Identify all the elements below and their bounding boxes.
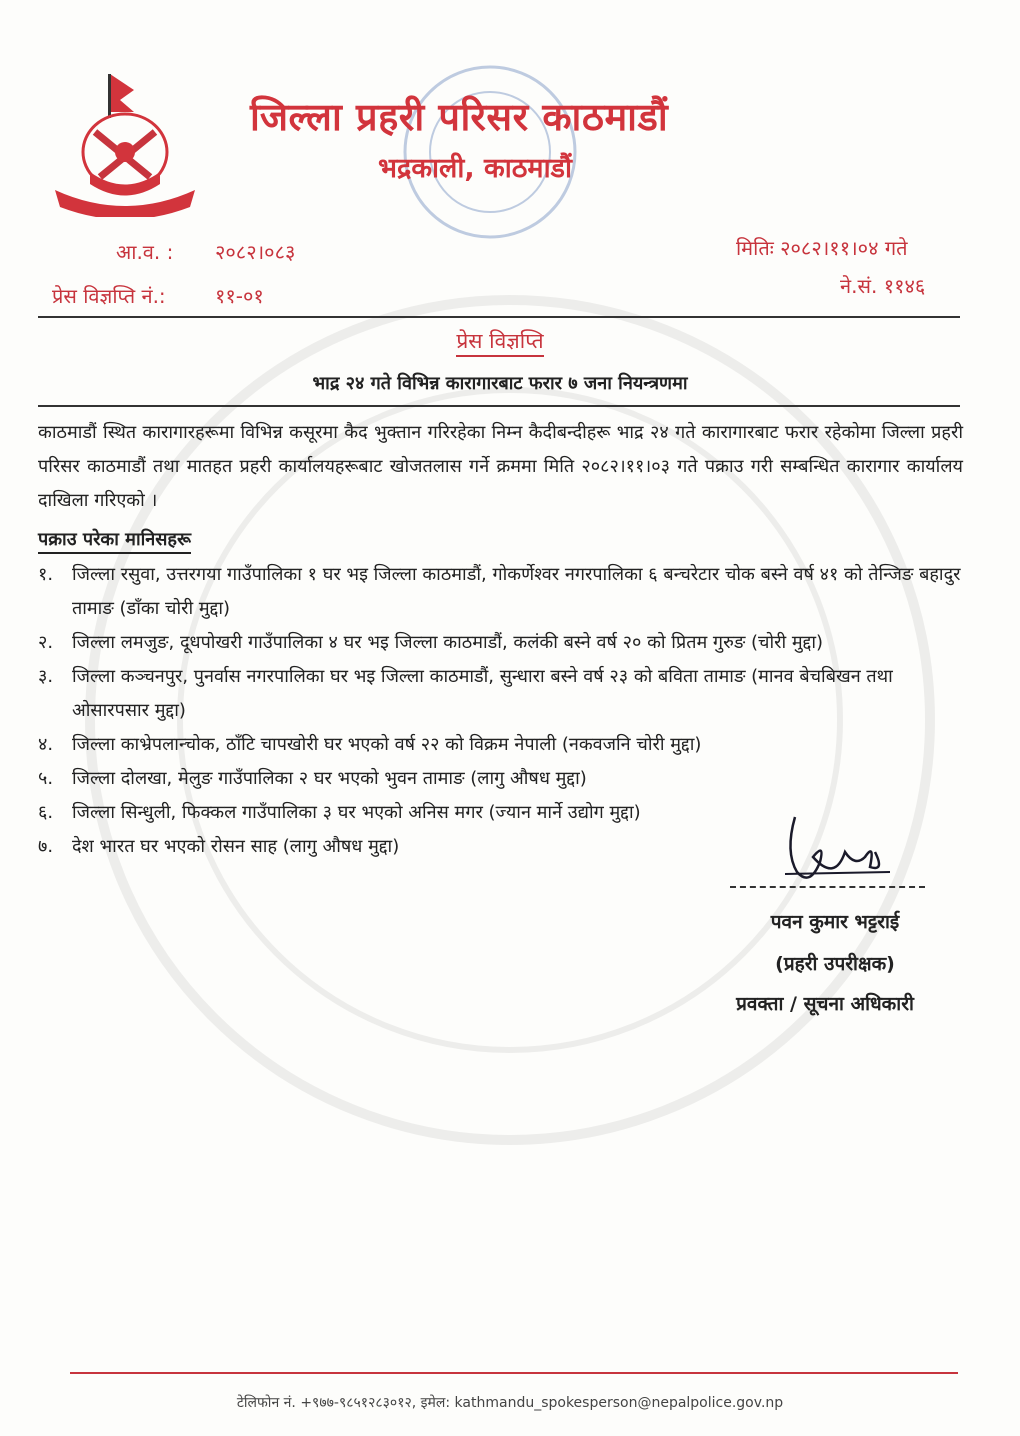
list-item-text: जिल्ला दोलखा, मेलुङ गाउँपालिका २ घर भएको भुवन तामाङ (लागु औषध मुद्दा) (72, 768, 587, 789)
list-item-text: जिल्ला सिन्धुली, फिक्कल गाउँपालिका ३ घर भएको अनिस मगर (ज्यान मार्ने उद्योग मुद्दा) (72, 802, 641, 823)
signature-line (730, 886, 925, 888)
list-item-number: ७. (38, 836, 54, 857)
body-paragraph: काठमाडौं स्थित कारागारहरूमा विभिन्न कसूरमा कैद भुक्तान गरिरहेका निम्न कैदीबन्दीहरू भाद्र २४ गते कारागारबाट फरार रहेकोमा जिल्ला प्रहरी परिसर काठमाडौं तथा मातहत प्रहरी कार्यालयहरूबाट खोजतलास गर्ने क्रममा मिति २०८२।११।०३ गते पक्राउ गरी सम्बन्धित कारागार कार्यालय दाखिला गरिएको । (38, 422, 963, 511)
list-item-number: ६. (38, 802, 54, 823)
list-item (38, 558, 963, 626)
list-item (38, 728, 963, 762)
office-title: जिल्ला प्रहरी परिसर काठमाडौं (250, 95, 669, 139)
list-item-text: देश भारत घर भएको रोसन साह (लागु औषध मुद्दा) (72, 836, 400, 857)
list-item-text: जिल्ला लमजुङ, दूधपोखरी गाउँपालिका ४ घर भइ जिल्ला काठमाडौं, कलंकी बस्ने वर्ष २० को प्रितम गुरुङ (चोरी मुद्दा) (72, 632, 824, 653)
date: मितिः २०८२।११।०४ गते (736, 236, 908, 260)
fiscal-year-label: आ.व. : (116, 240, 174, 264)
list-item-number: ४. (38, 734, 54, 755)
list-item-text: जिल्ला कञ्चनपुर, पुनर्वास नगरपालिका घर भइ जिल्ला काठमाडौं, सुन्धारा बस्ने वर्ष २३ को बविता तामाङ (मानव बेचबिखन तथा ओसारपसार मुद्दा) (72, 666, 893, 721)
press-no-label: प्रेस विज्ञप्ति नं.: (52, 284, 166, 308)
list-item-number: १. (38, 564, 54, 585)
office-location: भद्रकाली, काठमाडौं (378, 153, 572, 184)
press-no-value: ११-०१ (215, 284, 264, 308)
nepal-police-logo (50, 72, 200, 217)
footer-divider (70, 1372, 958, 1374)
signature (725, 812, 925, 892)
list-item-text: जिल्ला काभ्रेपलान्चोक, ठाँटि चापखोरी घर भएको वर्ष २२ को विक्रम नेपाली (नकवजनि चोरी मुद्दा) (72, 734, 702, 755)
signatory-role: प्रवक्ता / सूचना अधिकारी (736, 993, 914, 1015)
header-divider (38, 316, 960, 318)
signatory-rank: (प्रहरी उपरीक्षक) (775, 953, 895, 975)
list-item-text: जिल्ला रसुवा, उत्तरगया गाउँपालिका १ घर भइ जिल्ला काठमाडौं, गोकर्णेश्वर नगरपालिका ६ बन्चरेटार चोक बस्ने वर्ष ४१ को तेन्जिङ बहादुर तामाङ (डाँका चोरी मुद्दा) (72, 564, 961, 619)
press-release-heading: प्रेस विज्ञप्ति (456, 329, 543, 357)
subject-divider (38, 405, 960, 407)
nepal-sambat: ने.सं. ११४६ (840, 274, 926, 298)
list-item-number: २. (38, 632, 54, 653)
heading-wrap (0, 327, 1000, 355)
subject-line: भाद्र २४ गते विभिन्न कारागारबाट फरार ७ जना नियन्त्रणमा (312, 373, 688, 394)
signatory-name: पवन कुमार भट्टराई (770, 911, 900, 933)
list-item (38, 762, 963, 796)
list-item (38, 626, 963, 660)
fiscal-year-value: २०८२।०८३ (215, 240, 296, 264)
list-item (38, 660, 963, 728)
arrested-list-heading: पक्राउ परेका मानिसहरू (38, 527, 191, 554)
list-item-number: ३. (38, 666, 54, 687)
footer-contact: टेलिफोन नं. +९७७-९८५१२८३०१२, इमेल: kathmandu_spokesperson@nepalpolice.gov.np (236, 1395, 784, 1411)
list-item-number: ५. (38, 768, 54, 789)
